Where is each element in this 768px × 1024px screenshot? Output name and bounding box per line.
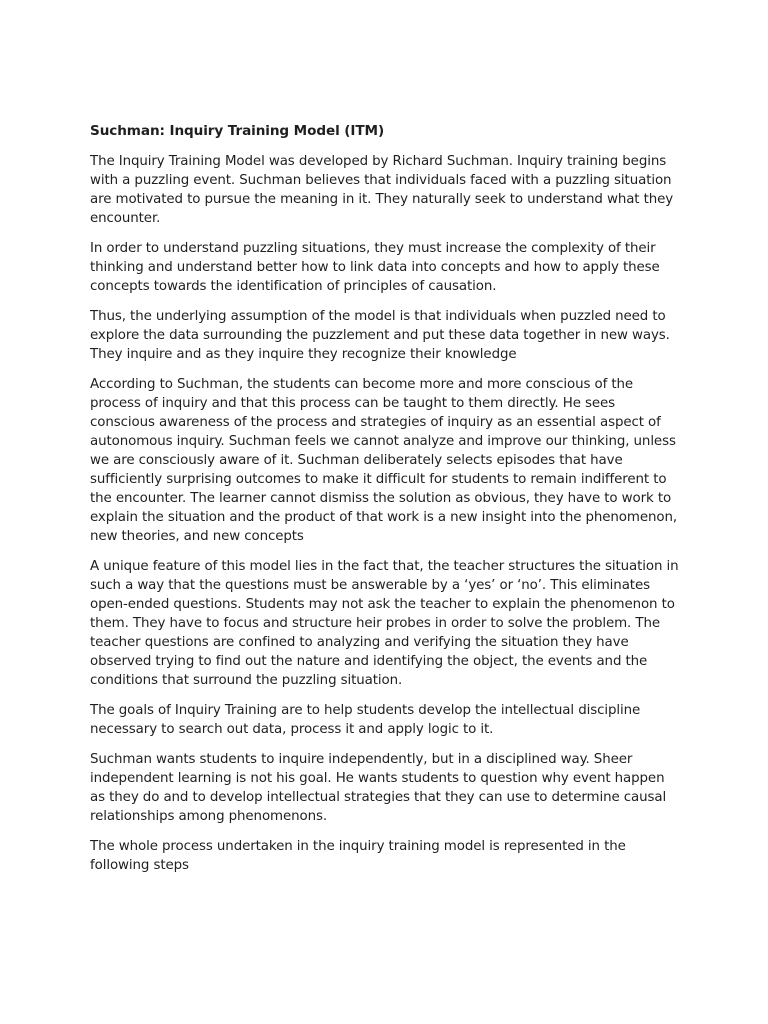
document-page (90, 122, 680, 886)
paragraph-goals: The goals of Inquiry Training are to help students develop the intellectual discipline necessary to search out data, process it and apply logic to it. (90, 703, 641, 737)
paragraph-unique-feature: A unique feature of this model lies in the fact that, the teacher structures the situation in such a way that the questions must be answerable by a ‘yes’ or ‘no’. This eliminates open-ended questions. Students may not ask the teacher to explain the phenomenon to them. They have to focus and structure heir probes in order to solve the problem. The teacher questions are confined to analyzing and verifying the situation they have observed trying to find out the nature and identifying the object, the events and the conditions that surround the puzzling situation. (90, 559, 679, 688)
document-title: Suchman: Inquiry Training Model (ITM) (90, 123, 385, 139)
paragraph-intro: The Inquiry Training Model was developed by Richard Suchman. Inquiry training begins with a puzzling event. Suchman believes that individuals faced with a puzzling situation are motivated to pursue the meaning in it. They naturally seek to understand what they encounter. (90, 154, 674, 226)
paragraph-puzzling-situations: In order to understand puzzling situations, they must increase the complexity of their thinking and understand better how to link data into concepts and how to apply these concepts towards the identification of principles of causation. (90, 241, 660, 294)
paragraph-steps-intro: The whole process undertaken in the inquiry training model is represented in the following steps (90, 839, 626, 873)
paragraph-assumption: Thus, the underlying assumption of the model is that individuals when puzzled need to explore the data surrounding the puzzlement and put these data together in new ways. They inquire and as they inquire they recognize their knowledge (90, 309, 670, 362)
paragraph-conscious-inquiry: According to Suchman, the students can become more and more conscious of the process of inquiry and that this process can be taught to them directly. He sees conscious awareness of the process and strategies of inquiry as an essential aspect of autonomous inquiry. Suchman feels we cannot analyze and improve our thinking, unless we are consciously aware of it. Suchman deliberately selects episodes that have sufficiently surprising outcomes to make it difficult for students to remain indifferent to the encounter. The learner cannot dismiss the solution as obvious, they have to work to explain the situation and the product of that work is a new insight into the phenomenon, new theories, and new concepts (90, 377, 678, 544)
paragraph-independent-inquiry: Suchman wants students to inquire independently, but in a disciplined way. Sheer independent learning is not his goal. He wants students to question why event happen as they do and to develop intellectual strategies that they can use to determine causal relationships among phenomenons. (90, 752, 667, 824)
